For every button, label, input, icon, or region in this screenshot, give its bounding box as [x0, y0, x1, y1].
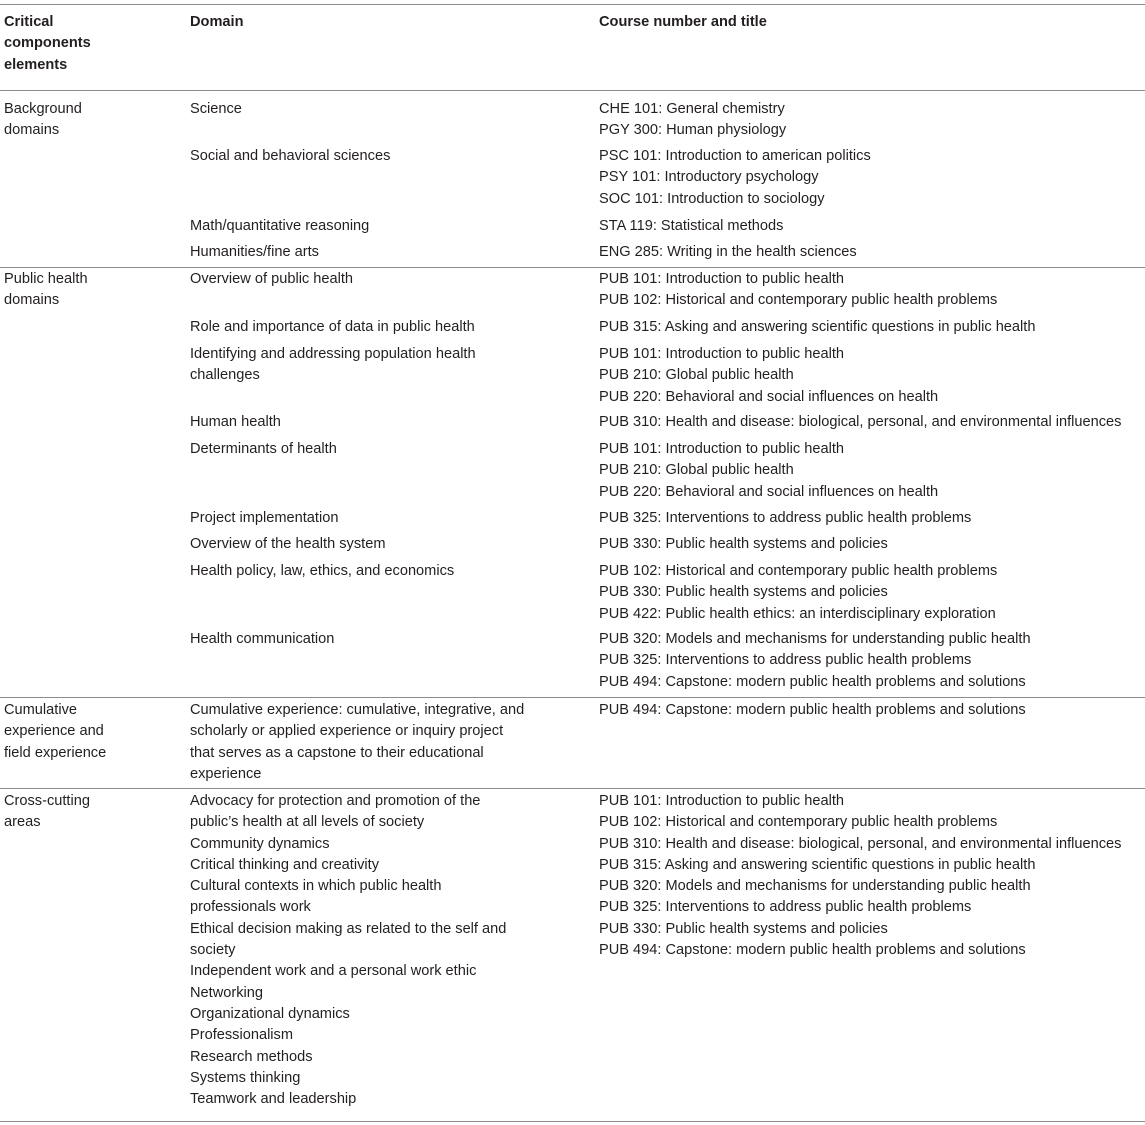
domain-cell-line: Systems thinking: [190, 1069, 301, 1086]
domain-cell-line: Identifying and addressing population health: [190, 346, 476, 362]
domain-cell-line: Overview of the health system: [190, 536, 386, 552]
domain-cell-line: scholarly or applied experience or inquiry project: [190, 723, 504, 740]
course-cell-line: PUB 220: Behavioral and social influences on health: [599, 483, 939, 500]
domain-cell: [190, 561, 454, 582]
course-cell: [599, 344, 938, 408]
course-cell: [599, 700, 1026, 721]
domain-cell: [190, 534, 385, 555]
domain-cell: [190, 146, 390, 167]
course-cell-line: STA 119: Statistical methods: [599, 218, 784, 234]
course-cell-line: PUB 210: Global public health: [599, 367, 794, 384]
component-label-line: areas: [4, 814, 41, 831]
course-cell-line: PUB 330: Public health systems and policies: [599, 584, 888, 601]
domain-cell-line: Independent work and a personal work ethic: [190, 963, 477, 980]
course-cell-line: PUB 494: Capstone: modern public health problems and solutions: [599, 702, 1026, 718]
course-cell-line: PUB 320: Models and mechanisms for understanding public health: [599, 631, 1031, 647]
course-cell: [599, 629, 1031, 693]
domain-cell: [190, 344, 476, 387]
domain-cell-line: Math/quantitative reasoning: [190, 218, 370, 234]
course-cell-line: PGY 300: Human physiology: [599, 122, 787, 139]
domain-cell: [190, 216, 369, 237]
course-cell-line: PUB 315: Asking and answering scientific questions in public health: [599, 856, 1036, 873]
course-cell: [599, 412, 1121, 433]
course-cell: [599, 439, 938, 503]
component-label-line: experience and: [4, 723, 104, 740]
course-cell-line: SOC 101: Introduction to sociology: [599, 190, 825, 207]
component-label: [4, 700, 106, 764]
component-label-line: Public health: [4, 271, 88, 287]
course-cell: [599, 269, 997, 312]
course-cell-line: PUB 220: Behavioral and social influences on health: [599, 388, 939, 405]
component-label-line: Cumulative: [4, 702, 77, 718]
course-cell: [599, 534, 888, 555]
domain-cell-line: Cumulative experience: cumulative, integrative, and: [190, 702, 525, 718]
component-label-line: Background: [4, 101, 82, 117]
domain-cell-line: Teamwork and leadership: [190, 1091, 357, 1108]
course-cell: [599, 791, 1121, 961]
component-label-line: domains: [4, 122, 60, 139]
course-cell-line: PUB 494: Capstone: modern public health problems and solutions: [599, 673, 1026, 690]
component-label: [4, 269, 88, 312]
course-cell-line: PUB 101: Introduction to public health: [599, 271, 845, 287]
table-rule: [0, 4, 1145, 5]
domain-cell: [190, 269, 353, 290]
header-critical-components-line: components: [4, 35, 91, 52]
course-cell-line: PUB 101: Introduction to public health: [599, 793, 845, 809]
domain-cell: [190, 791, 506, 1110]
table-rule: [0, 267, 1145, 268]
course-cell-line: PUB 102: Historical and contemporary public health problems: [599, 563, 998, 579]
domain-cell-line: Overview of public health: [190, 271, 354, 287]
domain-cell-line: Humanities/fine arts: [190, 244, 319, 260]
course-cell-line: PUB 494: Capstone: modern public health problems and solutions: [599, 942, 1026, 959]
domain-cell-line: Organizational dynamics: [190, 1005, 350, 1022]
course-cell-line: PUB 325: Interventions to address public health problems: [599, 510, 972, 526]
course-cell-line: PUB 210: Global public health: [599, 462, 794, 479]
course-cell-line: PUB 330: Public health systems and policies: [599, 536, 888, 552]
header-critical-components-line: elements: [4, 56, 68, 73]
domain-cell: [190, 629, 334, 650]
domain-cell-line: Professionalism: [190, 1027, 294, 1044]
domain-cell-line: Role and importance of data in public health: [190, 319, 475, 335]
course-cell-line: PUB 320: Models and mechanisms for understanding public health: [599, 878, 1031, 895]
course-cell-line: PSC 101: Introduction to american politics: [599, 148, 871, 164]
course-cell: [599, 242, 857, 263]
table-rule: [0, 90, 1145, 91]
domain-cell-line: public’s health at all levels of society: [190, 814, 425, 831]
course-cell-line: PUB 102: Historical and contemporary public health problems: [599, 814, 998, 831]
domain-cell: [190, 317, 475, 338]
component-label-line: field experience: [4, 744, 107, 761]
domain-cell-line: Health policy, law, ethics, and economics: [190, 563, 455, 579]
course-cell: [599, 561, 997, 625]
domain-cell-line: that serves as a capstone to their educational: [190, 744, 484, 761]
domain-cell: [190, 242, 319, 263]
course-cell: [599, 216, 783, 237]
domain-cell-line: Human health: [190, 414, 281, 430]
component-label: [4, 99, 82, 142]
course-cell-line: PUB 102: Historical and contemporary public health problems: [599, 292, 998, 309]
domain-cell-line: Community dynamics: [190, 835, 330, 852]
domain-cell: [190, 99, 242, 120]
domain-cell-line: Determinants of health: [190, 441, 337, 457]
domain-cell: [190, 700, 524, 785]
component-label-line: domains: [4, 292, 60, 309]
course-cell-line: PUB 310: Health and disease: biological, personal, and environmental influences: [599, 835, 1122, 852]
course-cell-line: PUB 422: Public health ethics: an interdisciplinary exploration: [599, 605, 996, 622]
domain-cell-line: experience: [190, 765, 262, 782]
domain-cell-line: Health communication: [190, 631, 335, 647]
course-cell-line: PUB 330: Public health systems and policies: [599, 920, 888, 937]
course-cell-line: PUB 101: Introduction to public health: [599, 346, 845, 362]
course-cell-line: PUB 310: Health and disease: biological, personal, and environmental influences: [599, 414, 1122, 430]
header-course: Course number and title: [599, 14, 767, 30]
course-cell-line: PUB 315: Asking and answering scientific questions in public health: [599, 319, 1036, 335]
domain-cell: [190, 439, 337, 460]
domain-cell-line: Social and behavioral sciences: [190, 148, 391, 164]
domain-cell: [190, 508, 338, 529]
domain-cell-line: Science: [190, 101, 242, 117]
domain-cell-line: Ethical decision making as related to the self and: [190, 920, 507, 937]
component-label: [4, 791, 90, 834]
course-cell-line: PUB 325: Interventions to address public health problems: [599, 899, 972, 916]
table-rule: [0, 697, 1145, 698]
domain-cell-line: Critical thinking and creativity: [190, 856, 379, 873]
domain-cell-line: professionals work: [190, 899, 311, 916]
course-cell: [599, 99, 786, 142]
domain-cell-line: Project implementation: [190, 510, 339, 526]
component-label-line: Cross-cutting: [4, 793, 90, 809]
course-cell-line: PSY 101: Introductory psychology: [599, 169, 819, 186]
course-cell: [599, 508, 971, 529]
domain-cell-line: society: [190, 942, 236, 959]
domain-cell-line: Research methods: [190, 1048, 313, 1065]
table-rule: [0, 788, 1145, 789]
course-cell: [599, 317, 1035, 338]
domain-cell-line: Networking: [190, 984, 263, 1001]
course-cell-line: PUB 101: Introduction to public health: [599, 441, 845, 457]
domain-cell-line: challenges: [190, 367, 260, 384]
header-domain: Domain: [190, 14, 244, 30]
domain-cell-line: Advocacy for protection and promotion of the: [190, 793, 481, 809]
table-rule: [0, 1121, 1145, 1122]
course-cell-line: CHE 101: General chemistry: [599, 101, 785, 117]
domain-cell-line: Cultural contexts in which public health: [190, 878, 442, 895]
header-critical-components: [4, 12, 91, 76]
domain-cell: [190, 412, 281, 433]
course-cell-line: PUB 325: Interventions to address public health problems: [599, 652, 972, 669]
header-critical-components-line: Critical: [4, 14, 54, 30]
course-cell: [599, 146, 871, 210]
course-cell-line: ENG 285: Writing in the health sciences: [599, 244, 857, 260]
